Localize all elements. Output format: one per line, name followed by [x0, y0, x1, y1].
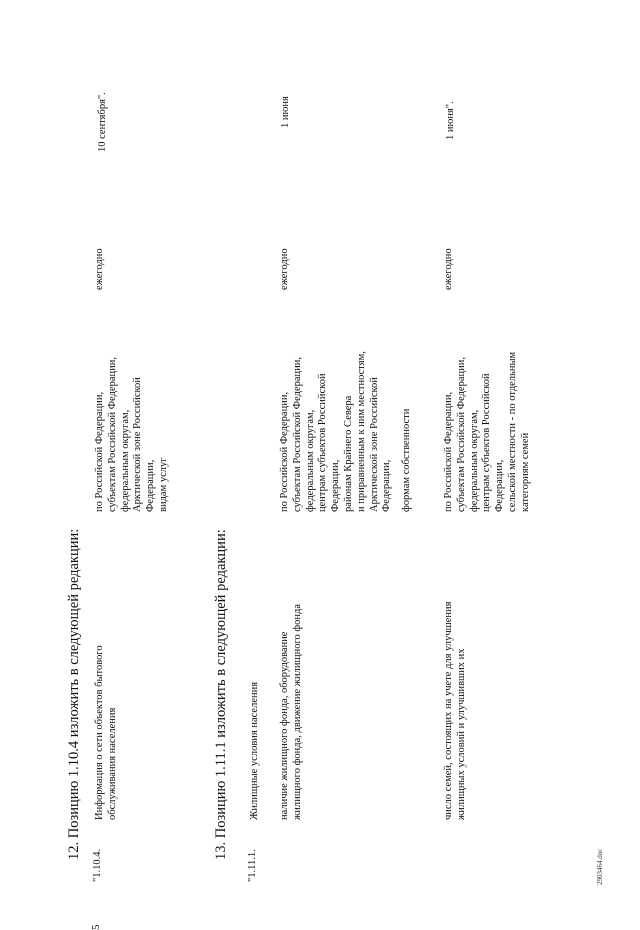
section12-title-line-1: Информация о сети объектов бытового — [94, 645, 107, 820]
row1-title-line-2: жилищного фонда, движение жилищного фонда — [292, 604, 305, 820]
section12-breakdown-line-5: Федерации, — [145, 357, 158, 512]
row2-breakdown-line-1: по Российской Федерации, — [443, 352, 456, 512]
section13-code: "1.11.1. — [247, 849, 260, 882]
row2-breakdown-line-4: центрам субъектов Российской — [481, 352, 494, 512]
row1-title-line-1: наличие жилищного фонда, оборудование — [279, 604, 292, 820]
row1-breakdown-line-5: Федерации, — [330, 351, 343, 512]
section12-breakdown-line-6: видам услуг — [158, 357, 171, 512]
page-number: 5 — [90, 925, 102, 930]
row2-frequency: ежегодно — [443, 248, 456, 290]
row2-breakdown-line-3: федеральным округам, — [469, 352, 482, 512]
row2-breakdown-line-5: Федерации, — [494, 352, 507, 512]
row1-breakdown-line-6: районам Крайнего Севера — [343, 351, 356, 512]
row1-breakdown-line-10: формам собственности — [401, 351, 414, 512]
row2-breakdown-line-2: субъектам Российской Федерации, — [456, 352, 469, 512]
row1-breakdown-line-3: федеральным округам, — [305, 351, 318, 512]
section12-title — [94, 645, 120, 820]
section12-title-line-2: обслуживания населения — [107, 645, 120, 820]
row2-breakdown-line-6: сельской местности - по отдельным — [507, 352, 520, 512]
row2-title-line-2: жилищных условий и улучшивших их — [456, 602, 469, 820]
row2-title — [443, 602, 469, 820]
row1-breakdown-line-9: Федерации, — [381, 351, 394, 512]
section12-breakdown-line-3: федеральным округам, — [120, 357, 133, 512]
section13-heading: 13. Позицию 1.11.1 изложить в следующей редакции: — [213, 529, 230, 860]
row1-breakdown-line-1: по Российской Федерации, — [279, 351, 292, 512]
row2-title-line-1: число семей, состоящих на учете для улучшения — [443, 602, 456, 820]
footer-filename: 2903464.doc — [596, 849, 604, 885]
row1-breakdown-line-2: субъектам Российской Федерации, — [292, 351, 305, 512]
row1-breakdown-line-8: Арктической зоне Российской — [369, 351, 382, 512]
section12-date: 10 сентября". — [97, 92, 110, 152]
row2-breakdown — [443, 352, 533, 512]
section12-breakdown-line-2: субъектам Российской Федерации, — [107, 357, 120, 512]
row2-date: 1 июня". — [445, 101, 458, 140]
section12-frequency: ежегодно — [94, 248, 107, 290]
row1-breakdown-line-7: и приравненным к ним местностям, — [356, 351, 369, 512]
row1-date: 1 июня — [280, 96, 293, 128]
row1-breakdown — [279, 351, 414, 512]
section12-breakdown-line-1: по Российской Федерации, — [94, 357, 107, 512]
row1-breakdown-line-4: центрам субъектов Российской — [317, 351, 330, 512]
section12-heading: 12. Позицию 1.10.4 изложить в следующей редакции: — [66, 529, 83, 860]
row1-frequency: ежегодно — [279, 248, 292, 290]
section12-breakdown — [94, 357, 171, 512]
section12-code: "1.10.4. — [92, 849, 105, 882]
section12-breakdown-line-4: Арктической зоне Российской — [132, 357, 145, 512]
section13-group-title: Жилищные условия населения — [249, 682, 262, 820]
row2-breakdown-line-7: категориям семей — [520, 352, 533, 512]
row1-title — [279, 604, 305, 820]
